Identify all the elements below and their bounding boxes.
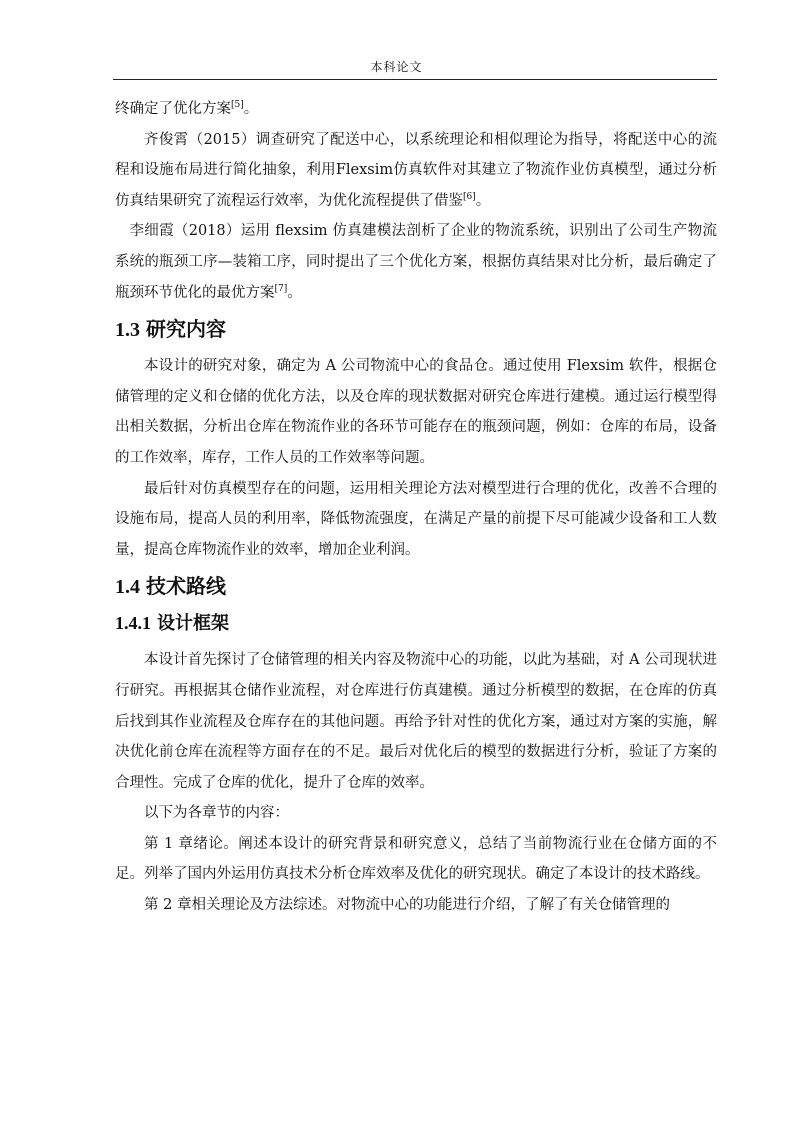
paragraph-design-framework: 本设计首先探讨了仓储管理的相关内容及物流中心的功能，以此为基础，对 A 公司现状进行研究。再根据其仓储作业流程，对仓库进行仿真建模。通过分析模型的数据，在仓库的仿真后找到其作业流程及仓库存在的其他问题。再给予针对性的优化方案，通过对方案的实施，解决优化前仓库在流程等方面存在的不足。最后对优化后的模型的数据进行分析，验证了方案的合理性。完成了仓库的优化，提升了仓库的效率。 bbox=[115, 652, 717, 791]
section-title: 技术路线 bbox=[146, 574, 226, 599]
paragraph-chapter-1: 第 1 章绪论。阐述本设计的研究背景和研究意义，总结了当前物流行业在仓储方面的不足。列举了国内外运用仿真技术分析仓库效率及优化的研究现状。确定了本设计的技术路线。 bbox=[115, 835, 717, 883]
section-title: 研究内容 bbox=[146, 317, 226, 342]
paragraph-chapter-intro: 以下为各章节的内容： bbox=[144, 805, 289, 822]
paragraph-chapter-2: 第 2 章相关理论及方法综述。对物流中心的功能进行介绍，了解了有关仓储管理的 bbox=[144, 897, 670, 914]
paragraph-tail: 。 bbox=[475, 192, 491, 209]
citation-ref: [7] bbox=[274, 283, 288, 294]
running-header: 本科论文 bbox=[370, 60, 423, 74]
citation-ref: [5] bbox=[231, 100, 244, 111]
section-number: 1.4 bbox=[115, 576, 140, 599]
section-heading-1-4 bbox=[115, 571, 717, 602]
subsection-heading-1-4-1 bbox=[115, 608, 717, 639]
page-body bbox=[115, 94, 717, 921]
subsection-number: 1.4.1 bbox=[115, 613, 151, 634]
paragraph-li-xixia bbox=[115, 216, 717, 308]
citation-ref: [6] bbox=[463, 191, 476, 202]
paragraph-text: 李细霞（2018）运用 flexsim 仿真建模法剖析了企业的物流系统，识别出了公司生产物流系统的瓶颈工序—装箱工序，同时提出了三个优化方案，根据仿真结果对比分析，最后确定了瓶颈环节优化的最优方案 bbox=[115, 223, 717, 301]
header-divider bbox=[113, 79, 717, 80]
paragraph-research-object: 本设计的研究对象，确定为 A 公司物流中心的食品仓。通过使用 Flexsim 软件，根据仓储管理的定义和仓储的优化方法，以及仓库的现状数据对研究仓库进行建模。通过运行模型得出相关数据，分析出仓库在物流作业的各环节可能存在的瓶颈问题，例如：仓库的布局，设备的工作效率，库存，工作人员的工作效率等问题。 bbox=[115, 358, 717, 466]
paragraph-text: 终确定了优化方案 bbox=[115, 101, 231, 117]
paragraph-text: 齐俊霄（2015）调查研究了配送中心，以系统理论和相似理论为指导，将配送中心的流程和设施布局进行简化抽象，利用Flexsim仿真软件对其建立了物流作业仿真模型，通过分析仿真结果研究了流程运行效率，为优化流程提供了借鉴 bbox=[115, 131, 717, 209]
paragraph-optimization: 最后针对仿真模型存在的问题，运用相关理论方法对模型进行合理的优化，改善不合理的设施布局，提高人员的利用率，降低物流强度，在满足产量的前提下尽可能减少设备和工人数量，提高仓库物流作业的效率，增加企业利润。 bbox=[115, 480, 717, 558]
section-heading-1-3 bbox=[115, 314, 717, 345]
paragraph-tail: 。 bbox=[243, 101, 259, 117]
section-number: 1.3 bbox=[115, 319, 140, 342]
subsection-title: 设计框架 bbox=[157, 613, 229, 635]
paragraph-continuation bbox=[115, 94, 717, 125]
paragraph-qi-junxiao bbox=[115, 125, 717, 217]
paragraph-tail: 。 bbox=[287, 284, 302, 301]
